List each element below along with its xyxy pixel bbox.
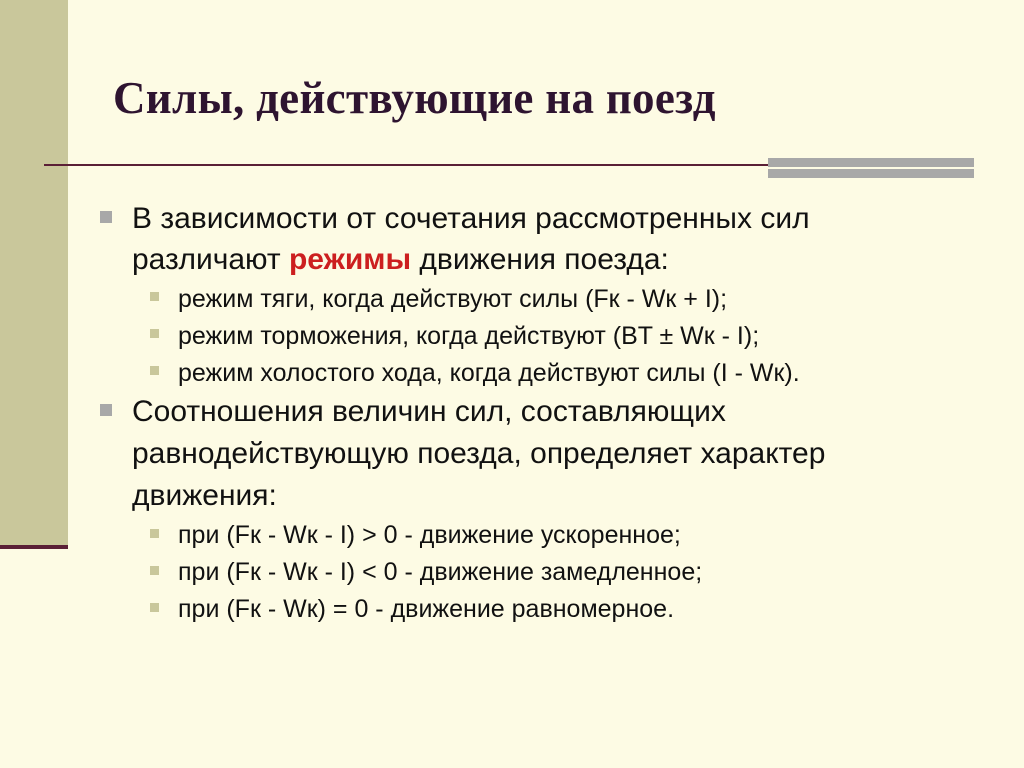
- bullet-2-line-3: движения:: [132, 479, 277, 512]
- sub-item-5: при (Fк - Wк - I) < 0 - движение замедленное;: [178, 558, 703, 586]
- bullet-marker: [100, 211, 112, 223]
- sub-bullet-marker: [150, 292, 159, 301]
- sub-item-4: при (Fк - Wк - I) > 0 - движение ускоренное;: [178, 521, 681, 549]
- bullet-marker: [100, 404, 112, 416]
- bullet-1-line-2-end: движения поезда:: [411, 243, 669, 276]
- sub-bullet-marker: [150, 566, 159, 575]
- title-rule-bar-gap: [768, 167, 974, 169]
- emphasis-word: режимы: [288, 243, 412, 276]
- sub-item-3: режим холостого хода, когда действуют силы (I - Wк).: [178, 359, 800, 387]
- sub-bullet-marker: [150, 366, 159, 375]
- sub-bullet-marker: [150, 529, 159, 538]
- slide-title: Силы, действующие на поезд: [113, 73, 716, 123]
- sub-item-6: при (Fк - Wк) = 0 - движение равномерное.: [178, 595, 675, 623]
- bullet-1-line-1: В зависимости от сочетания рассмотренных сил: [132, 202, 810, 235]
- sub-item-2: режим торможения, когда действуют (BT ± Wк - I);: [178, 322, 760, 350]
- bullet-2-line-1: Соотношения величин сил, составляющих: [132, 395, 726, 428]
- bullet-1-line-2: [132, 240, 669, 280]
- sub-bullet-marker: [150, 329, 159, 338]
- sub-bullet-marker: [150, 603, 159, 612]
- bullet-1-line-2-start: различают: [132, 243, 289, 276]
- left-decor-line: [0, 545, 68, 549]
- left-decor-band: [0, 0, 68, 548]
- sub-item-1: режим тяги, когда действуют силы (Fк - Wк + I);: [178, 285, 728, 313]
- bullet-2-line-2: равнодействующую поезда, определяет характер: [132, 437, 826, 470]
